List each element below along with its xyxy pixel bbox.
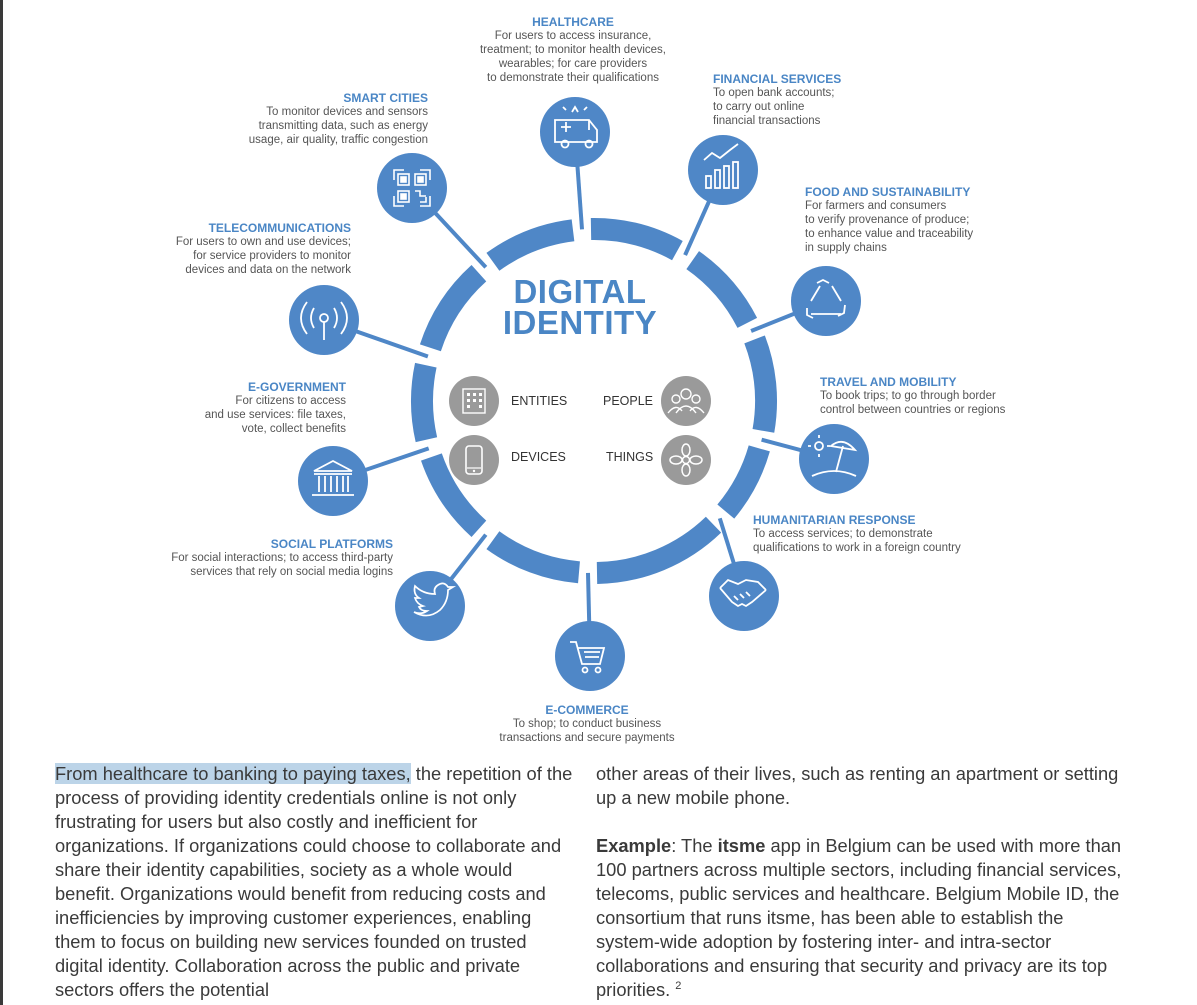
humanitarian-desc: To access services; to demonstrate qualifications to work in a foreign country	[753, 528, 961, 554]
twitter-bird-icon	[395, 571, 465, 641]
title-line-2: IDENTITY	[502, 304, 658, 341]
e-government-title: E-GOVERNMENT	[247, 380, 346, 394]
ring-segment	[493, 540, 579, 572]
telecommunications-label	[131, 221, 351, 277]
people-icon	[661, 376, 711, 426]
ring-segment	[597, 525, 714, 573]
smart-cities-label	[208, 91, 428, 147]
growth-chart-icon	[688, 135, 758, 205]
ring-segment	[755, 339, 766, 431]
body-right-paragraph-1: other areas of their lives, such as renting an apartment or setting up a new mobile phone.	[596, 763, 1119, 808]
things-icon	[661, 435, 711, 485]
food-desc: For farmers and consumers to verify provenance of produce; to enhance value and traceability in supply chains	[805, 200, 974, 254]
qr-code-icon	[377, 153, 447, 223]
e-government-desc: For citizens to access and use services: file taxes, vote, collect benefits	[204, 395, 346, 435]
social-platforms-title: SOCIAL PLATFORMS	[270, 537, 393, 551]
handshake-icon	[709, 561, 779, 631]
ring-segment	[422, 365, 426, 440]
body-left-text: the repetition of the process of providing identity credentials online is not only frustrating for users but also costly and inefficient for organizations. If organizations could choose to collaborate and share their identity capabilities, society as a whole would benefit. Organizations would benefit from reducing costs and inefficiencies by improving customer experiences, enabling them to focus on building new services founded on trusted digital identity. Collaboration across the public and private sectors offers the potential	[55, 763, 573, 1000]
ecommerce-label	[470, 703, 704, 745]
itsme-name: itsme	[717, 835, 766, 856]
healthcare-label	[452, 15, 694, 85]
ring-segment	[693, 260, 748, 323]
ring-segment	[493, 230, 573, 261]
telecommunications-desc: For users to own and use devices; for service providers to monitor devices and data on the network	[175, 236, 351, 276]
diagram-title	[480, 273, 680, 341]
devices-label: DEVICES	[511, 450, 566, 464]
example-paragraph	[596, 834, 1126, 1002]
social-platforms-desc: For social interactions; to access third-party services that rely on social media logins	[171, 552, 393, 578]
example-pre: : The	[671, 835, 718, 856]
healthcare-desc: For users to access insurance, treatment; to monitor health devices, wearables; for care providers to demonstrate their qualifications	[479, 30, 666, 84]
entities-icon	[449, 376, 499, 426]
beach-umbrella-icon	[799, 424, 869, 494]
financial-services-label	[713, 72, 913, 128]
footnote-ref: 2	[675, 979, 682, 992]
smart-cities-title: SMART CITIES	[343, 91, 428, 105]
travel-label	[820, 375, 1080, 417]
travel-title: TRAVEL AND MOBILITY	[820, 375, 957, 389]
highlighted-text: From healthcare to banking to paying taxes,	[55, 763, 411, 784]
telecommunications-title: TELECOMMUNICATIONS	[208, 221, 351, 235]
ring-segment	[726, 448, 760, 511]
ecommerce-desc: To shop; to conduct business transactions and secure payments	[499, 718, 675, 744]
humanitarian-title: HUMANITARIAN RESPONSE	[753, 513, 916, 527]
people-label: PEOPLE	[603, 394, 654, 408]
recycle-icon	[791, 266, 861, 336]
e-government-label	[146, 380, 346, 436]
humanitarian-label	[753, 513, 1033, 555]
ambulance-icon	[540, 97, 610, 167]
example-label: Example	[596, 835, 672, 856]
title-line-1: DIGITAL	[513, 273, 647, 310]
smart-cities-desc: To monitor devices and sensors transmitting data, such as energy usage, air quality, traffic congestion	[248, 106, 428, 146]
government-building-icon	[298, 446, 368, 516]
body-left-column	[55, 762, 575, 1002]
things-label: THINGS	[606, 450, 654, 464]
ring-segment	[591, 229, 677, 251]
body-right-column	[596, 762, 1126, 1002]
financial-services-title: FINANCIAL SERVICES	[713, 72, 842, 86]
travel-desc: To book trips; to go through border control between countries or regions	[820, 390, 1006, 416]
food-title: FOOD AND SUSTAINABILITY	[805, 185, 971, 199]
example-text: app in Belgium can be used with more than 100 partners across multiple sectors, including financial services, telecoms, public services and healthcare. Belgium Mobile ID, the consortium that runs itsme, has been able to establish the system-wide adoption by fostering inter- and intra-sector collaborations and ensuring that security and privacy are its top priorities.	[596, 835, 1122, 1000]
healthcare-title: HEALTHCARE	[532, 15, 614, 29]
devices-icon	[449, 435, 499, 485]
financial-services-desc: To open bank accounts; to carry out online financial transactions	[713, 87, 835, 127]
social-platforms-label	[112, 537, 393, 579]
ring-segment	[430, 273, 479, 348]
shopping-cart-icon	[555, 621, 625, 691]
body-left-paragraph	[55, 762, 575, 1002]
antenna-signal-icon	[289, 285, 359, 355]
food-label	[805, 185, 1045, 255]
entities-label: ENTITIES	[511, 394, 568, 408]
ecommerce-title: E-COMMERCE	[545, 703, 629, 717]
